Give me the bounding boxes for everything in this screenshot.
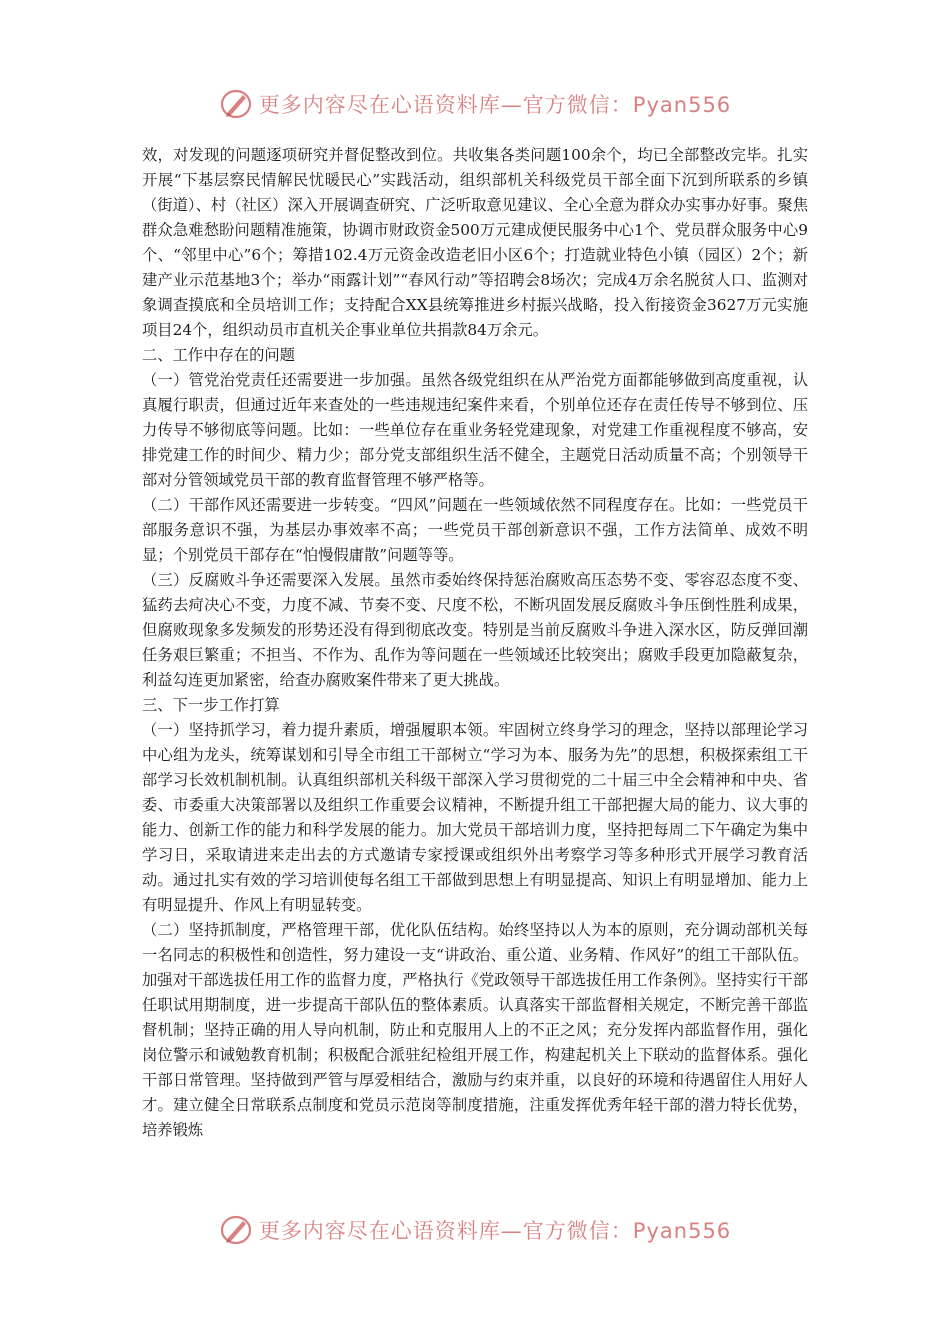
paragraph-problem-2: （二）干部作风还需要进一步转变。“四风”问题在一些领域依然不同程度存在。比如：一些党员干部服务意识不强，为基层办事效率不高；一些党员干部创新意识不强，工作方法简单、成效不明显；个别党员干部存在“怕慢假庸散”问题等等。 (142, 496, 808, 564)
header-banner (0, 84, 950, 124)
footer-banner-text: 更多内容尽在心语资料库—官方微信：Pyan556 (258, 1219, 732, 1243)
section-heading-problems: 二、工作中存在的问题 (142, 346, 295, 364)
pen-logo-icon (219, 1213, 253, 1247)
paragraph-plan-2: （二）坚持抓制度，严格管理干部，优化队伍结构。始终坚持以人为本的原则，充分调动部机关每一名同志的积极性和创造性，努力建设一支“讲政治、重公道、业务精、作风好”的组工干部队伍。加强对干部选拔任用工作的监督力度，严格执行《党政领导干部选拔任用工作条例》。坚持实行干部任职试用期制度，进一步提高干部队伍的整体素质。认真落实干部监督相关规定，不断完善干部监督机制；坚持正确的用人导向机制，防止和克服用人上的不正之风；充分发挥内部监督作用，强化岗位警示和诫勉教育机制；积极配合派驻纪检组开展工作，构建起机关上下联动的监督体系。强化干部日常管理。坚持做到严管与厚爱相结合，激励与约束并重，以良好的环境和待遇留住人用好人才。建立健全日常联系点制度和党员示范岗等制度措施，注重发挥优秀年轻干部的潜力特长优势，培养锻炼 (142, 921, 808, 1139)
footer-banner (0, 1210, 950, 1250)
header-banner-text: 更多内容尽在心语资料库—官方微信：Pyan556 (258, 93, 732, 117)
paragraph-continuation: 效，对发现的问题逐项研究并督促整改到位。共收集各类问题100余个，均已全部整改完毕。扎实开展“下基层察民情解民忧暖民心”实践活动，组织部机关科级党员干部全面下沉到所联系的乡镇（街道）、村（社区）深入开展调查研究、广泛听取意见建议、全心全意为群众办实事办好事。聚焦群众急难愁盼问题精准施策，协调市财政资金500万元建成便民服务中心1个、党员群众服务中心9个、“邻里中心”6个；筹措102.4万元资金改造老旧小区6个；打造就业特色小镇（园区）2个；新建产业示范基地3个；举办“雨露计划”“春风行动”等招聘会8场次；完成4万余名脱贫人口、监测对象调查摸底和全员培训工作；支持配合XX县统筹推进乡村振兴战略，投入衔接资金3627万元实施项目24个，组织动员市直机关企事业单位共捐款84万余元。 (142, 146, 808, 339)
section-heading-next-steps: 三、下一步工作打算 (142, 696, 280, 714)
document-body (142, 143, 808, 1143)
paragraph-plan-1: （一）坚持抓学习，着力提升素质，增强履职本领。牢固树立终身学习的理念，坚持以部理论学习中心组为龙头，统筹谋划和引导全市组工干部树立“学习为本、服务为先”的思想，积极探索组工干部学习长效机制机制。认真组织部机关科级干部深入学习贯彻党的二十届三中全会精神和中央、省委、市委重大决策部署以及组织工作重要会议精神，不断提升组工干部把握大局的能力、议大事的能力、创新工作的能力和科学发展的能力。加大党员干部培训力度，坚持把每周二下午确定为集中学习日，采取请进来走出去的方式邀请专家授课或组织外出考察学习等多种形式开展学习教育活动。通过扎实有效的学习培训使每名组工干部做到思想上有明显提高、知识上有明显增加、能力上有明显提升、作风上有明显转变。 (142, 721, 808, 914)
pen-logo-icon (219, 87, 253, 121)
paragraph-problem-3: （三）反腐败斗争还需要深入发展。虽然市委始终保持惩治腐败高压态势不变、零容忍态度不变、猛药去疴决心不变，力度不减、节奏不变、尺度不松，不断巩固发展反腐败斗争压倒性胜利成果，但腐败现象多发频发的形势还没有得到彻底改变。特别是当前反腐败斗争进入深水区，防反弹回潮任务艰巨繁重；不担当、不作为、乱作为等问题在一些领域还比较突出；腐败手段更加隐蔽复杂，利益勾连更加紧密，给查办腐败案件带来了更大挑战。 (142, 571, 808, 689)
paragraph-problem-1: （一）管党治党责任还需要进一步加强。虽然各级党组织在从严治党方面都能够做到高度重视，认真履行职责，但通过近年来查处的一些违规违纪案件来看，个别单位还存在责任传导不够到位、压力传导不够彻底等问题。比如：一些单位存在重业务轻党建现象，对党建工作重视程度不够高，安排党建工作的时间少、精力少；部分党支部组织生活不健全，主题党日活动质量不高；个别领导干部对分管领域党员干部的教育监督管理不够严格等。 (142, 371, 808, 489)
